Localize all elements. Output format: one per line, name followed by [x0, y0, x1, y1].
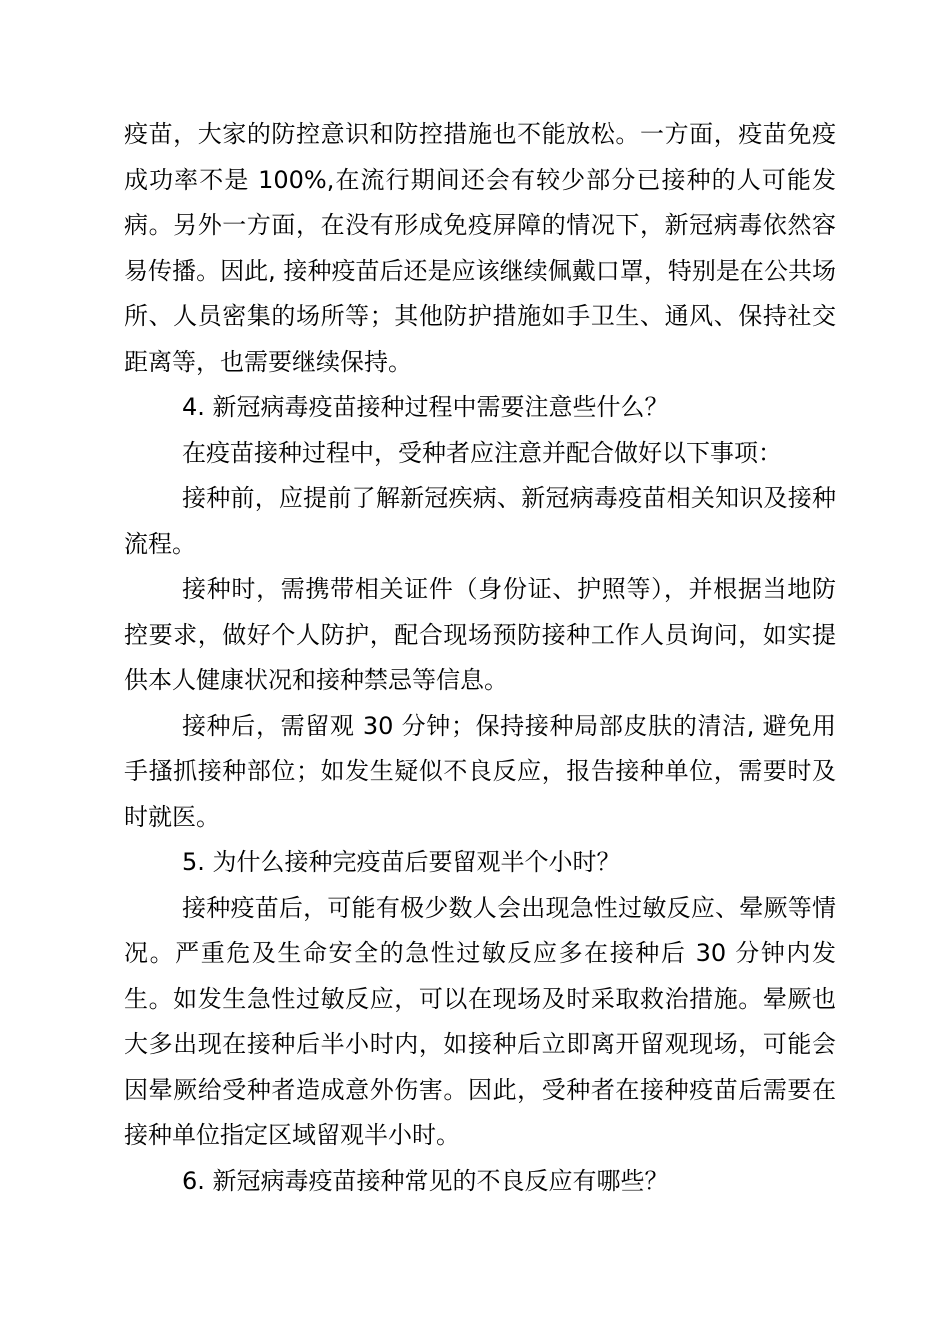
paragraph-observation-reason: 接种疫苗后，可能有极少数人会出现急性过敏反应、晕厥等情况。严重危及生命安全的急性过敏反应多在接种后 30 分钟内发生。如发生急性过敏反应，可以在现场及时采取救治措施。晕厥也大多出现在接种后半小时内，如接种后立即离开留观现场，可能会因晕厥给受种者造成意外伤害。因此，受种者在接种疫苗后需要在接种单位指定区域留观半小时。 — [124, 893, 836, 1149]
paragraph-during-vaccination: 接种时，需携带相关证件（身份证、护照等），并根据当地防控要求，做好个人防护，配合现场预防接种工作人员询问，如实提供本人健康状况和接种禁忌等信息。 — [124, 575, 836, 694]
document-body — [124, 112, 836, 1204]
question-heading-6: 6. 新冠病毒疫苗接种常见的不良反应有哪些？ — [182, 1166, 669, 1195]
paragraph-after-vaccination: 接种后，需留观 30 分钟；保持接种局部皮肤的清洁, 避免用手搔抓接种部位；如发生疑似不良反应，报告接种单位，需要时及时就医。 — [124, 711, 836, 831]
paragraph-before-vaccination: 接种前，应提前了解新冠疾病、新冠病毒疫苗相关知识及接种流程。 — [124, 484, 836, 558]
paragraph-intro: 在疫苗接种过程中，受种者应注意并配合做好以下事项： — [182, 438, 782, 467]
question-heading-4: 4. 新冠病毒疫苗接种过程中需要注意些什么？ — [182, 393, 669, 421]
question-heading-5: 5. 为什么接种完疫苗后要留观半个小时？ — [182, 848, 621, 876]
paragraph-continuation: 疫苗，大家的防控意识和防控措施也不能放松。一方面，疫苗免疫成功率不是 100%,在流行期间还会有较少部分已接种的人可能发病。另外一方面，在没有形成免疫屏障的情况下，新冠病毒依然容易传播。因此, 接种疫苗后还是应该继续佩戴口罩，特别是在公共场所、人员密集的场所等；其他防护措施如手卫生、通风、保持社交距离等，也需要继续保持。 — [124, 120, 836, 376]
